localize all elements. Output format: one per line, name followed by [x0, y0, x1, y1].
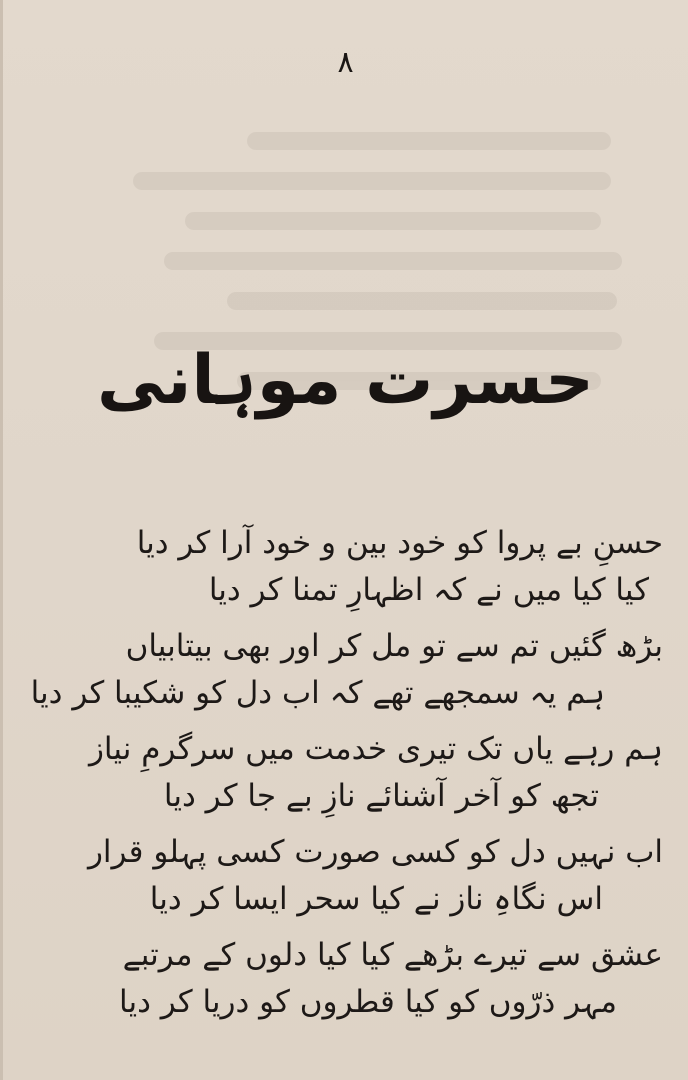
poem-line: کیا کیا میں نے کہ اظہارِ تمنا کر دیا — [208, 572, 649, 608]
poem-line: ہم یہ سمجھے تھے کہ اب دل کو شکیبا کر دیا — [30, 675, 605, 711]
poem-line: مہر ذرّوں کو کیا قطروں کو دریا کر دیا — [119, 984, 617, 1020]
page-number: ۸ — [337, 45, 354, 80]
page-title: حسرت موہانی — [97, 341, 594, 420]
poem-line: عشق سے تیرے بڑھے کیا کیا دلوں کے مرتبے — [122, 937, 663, 973]
poem-line: اب نہیں دل کو کسی صورت کسی پہلو قرار — [87, 834, 663, 870]
poem-line: تجھ کو آخر آشنائے نازِ بے جا کر دیا — [163, 778, 599, 814]
poem-line: ہم رہے یاں تک تیری خدمت میں سرگرمِ نیاز — [88, 731, 663, 767]
poem-line: حسنِ بے پروا کو خود بین و خود آرا کر دیا — [136, 525, 663, 561]
poem-line: اس نگاہِ ناز نے کیا سحر ایسا کر دیا — [149, 881, 603, 917]
poem-line: بڑھ گئیں تم سے تو مل کر اور بھی بیتابیاں — [125, 628, 663, 664]
ghazal-poem — [30, 520, 663, 1026]
bleed-through-text — [133, 110, 653, 530]
